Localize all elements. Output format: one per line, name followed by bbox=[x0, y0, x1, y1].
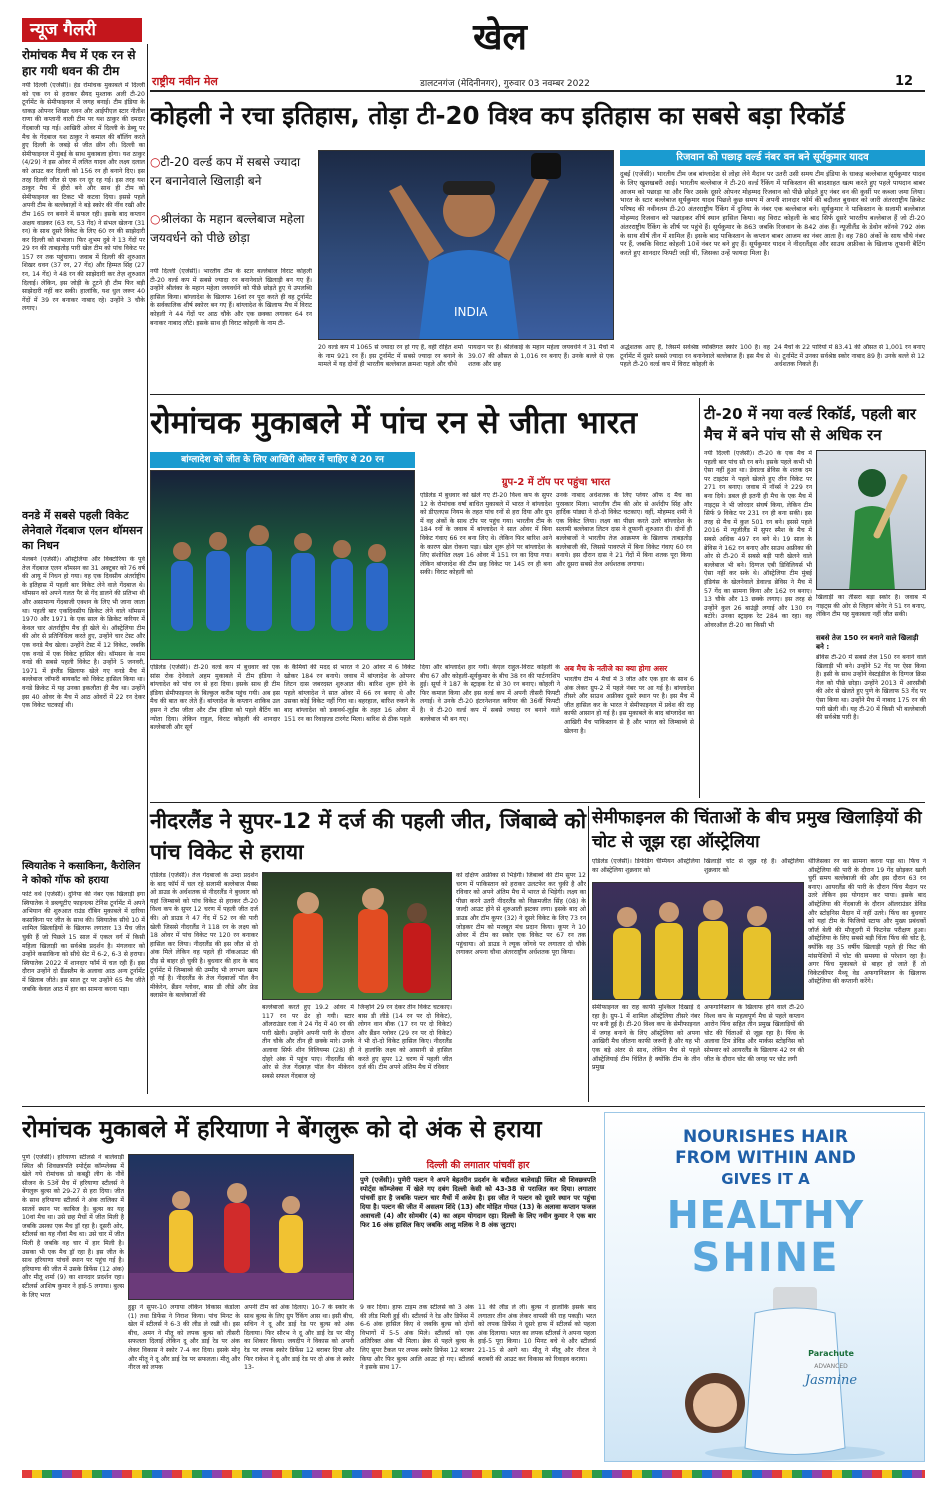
ad-line-1: NOURISHES HAIR bbox=[683, 1127, 848, 1147]
india-text-1: एडिलेड (एजेंसी)। टी-20 वर्ल्ड कप में बुधवार को एक सांस रोक देनेवाले अहम मुकाबले में टीम इंडिया ने बांग्लादेश को पांच रन से हरा दिया। इसके साथ ही टीम इंडिया सेमीफाइनल के बिल्कुल करीब पहुंच गयी। अब इस मैच की बात कर लेते हैं। बांग्लादेश के कप्तान शाकिब उल हसन ने टॉस जीता और टीम इंडिया को पहले बैटिंग का न्योता दिया। लेकिन राहुल, विराट कोहली की शानदार बल्लेबाजी और सूर्य bbox=[150, 664, 280, 732]
netherlands-photo bbox=[262, 872, 452, 1000]
ad-small: ADVANCED bbox=[814, 1363, 848, 1370]
kohli-bullet-1: ○टी-20 वर्ल्ड कप में सबसे ज्यादा रन बनानेवाले खिलाड़ी बने bbox=[150, 155, 301, 188]
australia-divider bbox=[588, 806, 589, 1102]
players-illustration bbox=[263, 873, 452, 1000]
haryana-text-1: पुणे (एजेंसी)। हरियाणा स्टीलर्स ने बालेवाड़ी स्थित श्री शिवछत्रपति स्पोर्ट्स कॉम्प्लेक्स में खेले गये रोमांचक प्रो कबड्डी लीग के नौवें सीजन के 53वें मैच में हरियाणा स्टीलर्स ने बेंगलुरू बुल्स को 29-27 से हरा दिया। जीत के साथ हरियाणा स्टीलर्स ने अंक तालिका में सातवें स्थान पर काबिज है। बुल्स का यह 10वां मैच था। उसे छह मैचों में जीत मिली है जबकि उसका एक मैच ड्रॉ रहा है। दूसरी ओर, स्टीलर्स का यह नौवां मैच था। उसे चार में जीत मिली है जबकि वह चार में हार मिली है। उसका भी एक मैच ड्रॉ रहा है। इस जीत के साथ हरियाणा पांचवें स्थान पर पहुंच गई है। हरियाणा की जीत में उसके डिफेंस (12 अंक) और मीतू शर्मा (9) का शानदार प्रदर्शन रहा। स्टीलर्स आशिष कुमार ने हाई-5 लगाया। बुल्स के लिए भरत bbox=[22, 1154, 124, 1299]
masthead-rule bbox=[150, 90, 925, 92]
kohli-text-4: अर्द्धशतक आए हैं, जिसमें सर्वश्रेष्ठ व्यक्तिगत स्कोर 100 है। वह टूर्नामेंट में दूसरे सबसे ज्यादा रन बनानेवाले बल्लेबाज हैं। इस मैच से पहले टी-20 वर्ल्ड कप में विराट कोहली के bbox=[620, 344, 770, 369]
delhi-text-1: पुणे (एजेंसी)। पुणेरी पल्टन ने अपने बेहतरीन प्रदर्शन के बदौलत बालेवाड़ी स्थित श्री शिवछत्रपति स्पोर्ट्स कॉम्प्लेक्स में खेले गए दबंग दिल्ली केसी को 43-38 से पराजित कर दिया। लगातार पांचवीं हार है जबकि पल्टन चार मैचों में अजेय है। इस जीत ने पल्टन को दूसरे स्थान पर पहुंचा दिया है। पल्टन की जीत में असलम शिंदे (13) और मोहित गोयत (13) के अलावा कप्तान फजल अत्राचली (4) और सोमबीर (4) का अहम योगदान रहा। दिल्ली के लिए नवीन कुमार ने एक बार फिर 16 अंक हासिल किए जबकि आशु मलिक ने 8 अंक जुटाए। bbox=[360, 1176, 596, 1229]
kohli-text-2: 20 वर्ल्ड कप में 1065 से ज्यादा रन हो गए हैं, वहीं रोहित शर्मा के नाम 921 रन हैं। इस टूर्नामेंट में सबसे ज्यादा रन बनाने के मामले में यह दोनों ही भारतीय बल्लेबाज क्रमशः पहले और चौथे bbox=[318, 344, 463, 369]
india-text-3: दिया और बांग्लादेश हार गयी। केएल राहुल-विराट कोहली के बीच 67 और कोहली-सूर्यकुमार के बीच 38 रन की पार्टनरशिप हुई। सूर्या ने 187 के स्ट्राइक रेट से 30 रन बनाए। कोहली ने फिर कमाल किया और इस वर्ल्ड कप में अपनी तीसरी फिफ्टी लगाई। वे उनके टी-20 इंटरनेशनल करियर की 36वीं फिफ्टी है। वे टी-20 वर्ल्ड कप में सबसे ज्यादा रन बनाने वाले बल्लेबाज भी बन गए। bbox=[420, 664, 560, 723]
australia-text-1: एडिलेड (एजेंसी)। डिफेंडिंग चैम्पियन ऑस्ट्रेलिया का ऑस्ट्रेलिया शुक्रवार को bbox=[592, 858, 700, 874]
netherlands-text-3: जिन्होंने 29 रन देकर तीन विकेट चटकाए। बास डी लीडे (14 रन पर दो विकेट), लोगन वान बीक (17 रन पर दो विकेट) और ब्रैंडन ग्लोवर (29 रन पर दो विकेट) ने भी दो-दो विकेट हासिल किए। नीदरलैंड ने हालांकि लक्ष्य को आसानी से हासिल करते हुए सुपर 12 चरण में पहली जीत दर्ज की। टीम अपने अंतिम मैच में रविवार bbox=[358, 1004, 452, 1072]
australia-headline: सेमीफाइनल की चिंताओं के बीच प्रमुख खिलाड़ियों की चोट से जूझ रहा ऑस्ट्रेलिया bbox=[592, 808, 922, 852]
kohli-text-5: 24 मैचों के 22 पारियों में 83.41 की औसत से 1,001 रन बनाए थे। टूर्नामेंट में उनका सर्वश्रेष्ठ स्कोर नाबाद 89 है। उनके बल्ले से 12 अर्धशतक निकले हैं। bbox=[774, 344, 925, 369]
record-text-3: ब्रेविस टी-20 में सबसे तेज 150 रन बनाने वाले खिलाड़ी भी बने। उन्होंने 52 गेंद पर ऐसा किया है। इसी के साथ उन्होंने वेस्टइंडीज के दिग्गज क्रिस गेल को पीछे छोड़ा। उन्होंने 2013 में आरसीबी की ओर से खेलते हुए पुणे के खिलाफ 53 गेंद पर ऐसा किया था। उन्होंने मैच में नाबाद 175 रन की पारी खेली थी। यह टी-20 में किसी भी बल्लेबाजी की सर्वश्रेष्ठ पारी है। bbox=[816, 654, 926, 722]
australia-text-4: अफगानिस्तान के खिलाफ होने वाले टी-20 विश्व कप के महत्वपूर्ण मैच से पहले कप्तान आरोन फिंच सहित तीन प्रमुख खिलाड़ियों की चोट की चिंताओं से जूझ रहा है। फिंच के अलावा टिम डेविड और मार्कस स्टोइनिस को सोमवार को आयरलैंड के खिलाफ 42 रन की जीत के दौरान चोट की जगह पर चोट लगी bbox=[704, 1004, 804, 1063]
ad-product: Jasmine bbox=[804, 1373, 858, 1388]
footer-color-strip bbox=[22, 1470, 925, 1478]
record-headline: टी-20 में नया वर्ल्ड रिकॉर्ड, पहली बार मैच में बने पांच सौ से अधिक रन bbox=[704, 405, 916, 444]
delhi-text-3: 11 की लीड ले ली। बुल्स ने हालांकि इसके बाद लगातार तीन अंक लेकर वापसी की राह पकड़ी। भरत को लपक डिफेंस ने दूसरे हाफ में स्टीलर्स को पहला अंक दिलाया। भरत का लपक स्टीलर्स ने अपना पहला हाई-5 पूरा किया। 10 मिनट बचे थे और स्टीलर्स 21-15 से आगे था। मीतू ने मीतू और नीरज ने बराबरी की आउट कर विकास को रिवाइव कराया। bbox=[478, 1304, 596, 1363]
kohli-photo bbox=[318, 150, 614, 340]
batsman-illustration bbox=[817, 451, 926, 590]
kohli-text-1: नयी दिल्ली (एजेंसी)। भारतीय टीम के स्टार बल्लेबाज विराट कोहली टी-20 वर्ल्ड कप में सबसे ज्यादा रन बनानेवाले खिलाड़ी बन गए हैं। उन्होंने श्रीलंका के महान महेला जयवर्धने को पीछे छोड़ते हुए ये उपलब्धि हासिल किया। बांग्लादेश के खिलाफ 16वां रन पूरा करते ही वह टूर्नामेंट के सर्वकालिक शीर्ष स्कोरर बन गए हैं। बांग्लादेश के खिलाफ मैच में विराट कोहली ने 44 गेंदों पर आठ चौके और एक छक्का लगाकर 64 रन बनाकर नाबाद लौटे। इसके साथ ही विराट कोहली के नाम टी- bbox=[150, 268, 312, 327]
india-headline: रोमांचक मुकाबले में पांच रन से जीता भारत bbox=[150, 405, 638, 441]
surya-subhead: रिजवान को पछाड़ वर्ल्ड नंबर वन बने सूर्यकुमार यादव bbox=[620, 150, 925, 166]
india-group-text-2: उनके नाबाद अर्धशतक के लिए प्लेयर ऑफ द मैच का पुरस्कार मिला। भारतीय टीम की ओर से अर्शदीप सिंह और हार्दिक पांड्या ने दो-दो विकेट चटकाए। वहीं, मोहम्मद शमी ने एक विकेट लिया। लक्ष्य का पीछा करते उतरे बांग्लादेश के सलामी बल्लेबाज लिटन दास ने तूफानी शुरुआत दी। दोनों ही बल्लेबाजों ने भारतीय तेज आक्रमण के खिलाफ ताबड़तोड़ बल्लेबाजी की, जिससे पावरप्ले में बिना विकेट गंवाए 60 रन बनाये। इस दौरान दास ने 21 गेंदों में बिना शतक पूरा किया और दूसरा सबसे तेज अर्धशतक लगाया। bbox=[556, 492, 692, 568]
ad-brand: Parachute bbox=[808, 1349, 854, 1358]
india-side-subhead: अब मैच के नतीजे का क्या होगा असर bbox=[564, 664, 668, 673]
page-number: 12 bbox=[895, 74, 914, 89]
section-rule-1 bbox=[150, 394, 925, 395]
india-text-4: भारतीय टीम 4 मैचों में 3 जीत और एक हार के साथ 6 अंक लेकर ग्रुप-2 में पहले नंबर पर आ गई है। बांग्लादेश तीसरे और साउथ अफ्रीका दूसरे स्थान पर है। इस मैच में जीत हासिल कर के भारत ने सेमीफाइनल में प्रवेश की राह काफी आसान हो गई है। इस मुकाबले के बाद बांग्लादेश का आखिरी मैच पाकिस्तान से है और भारत को जिम्बाब्वे से खेलना है। bbox=[564, 676, 694, 735]
kabaddi-photo bbox=[128, 1154, 354, 1300]
svg-text:INDIA: INDIA bbox=[454, 305, 488, 319]
delhi-subhead-rule bbox=[360, 1172, 596, 1173]
kabaddi-illustration bbox=[129, 1155, 354, 1300]
india-text-2: के कैमियो की मदद से भारत ने 20 ओवर में 6 विकेट खोकर 184 रन बनाये। जवाब में बांग्लादेश के ओपनर लिटन दास जबरदस्त शुरुआत की। बारिश शुरू होने के पहले बांग्लादेश ने सात ओवर में 66 रन बनाए थे और उसका कोई विकेट नहीं गिरा था। बहरहाल, बारिश रुकने के बाद बांग्लादेश को डकवर्थ-लुईस के तहत 16 ओवर में 151 रन का रिवाइज्ड टारगेट मिला। बारिश से ठीक पहले bbox=[284, 664, 415, 723]
brand-name: राष्ट्रीय नवीन मेल bbox=[152, 75, 218, 88]
australia-text-3: सेमीफाइनल का राह काफी मुश्किल दिखाई दे रहा है। ग्रुप-1 में शामिल ऑस्ट्रेलिया तीसरे नंबर पर बनी हुई है। टी-20 विश्व कप के सेमीफाइनल में जगह बनाने के लिए ऑस्ट्रेलिया को अपना आखिरी मैच जीतना काफी जरूरी है और यह भी एक बड़े अंतर से साथ, लेकिन मैच से पहले ऑस्ट्रेलियाई टीम चिंतित है क्योंकि टीम के तीन प्रमुख bbox=[592, 1004, 700, 1072]
kohli-text-3: पायदान पर हैं। श्रीलंकाई के महान महेला जयवर्धने ने 31 मैचों में 39.07 की औसत से 1,016 रन बनाए हैं। उनके बल्ले से एक शतक और छह bbox=[468, 344, 614, 369]
india-group-text-1: एडिलेड में बुधवार को खेले गए टी-20 विश्व कप के सुपर 12 के रोमांचक वर्षा बाधित मुकाबले में भारत ने बांग्लादेश को डीएलएस नियम के तहत पांच रनों से हरा दिया और ग्रुप में वह अंकों के साथ टॉप पर पहुंच गया। भारतीय टीम के 184 रनों के जवाब में बांग्लादेश ने सात ओवर में बिना विकेट गंवाए 66 रन बना लिए थे। लेकिन फिर बारिश आने के कारण खेल रोकना पड़ा। खेल शुरू होने पर बांग्लादेश के लिए संशोधित लक्ष्य 16 ओवर में 151 रन का दिया गया। लेकिन बांग्लादेश की टीम छह विकेट पर 145 रन ही बना सकी। विराट कोहली को bbox=[420, 492, 552, 577]
ad-line-3: GIVES IT A bbox=[721, 1170, 810, 1188]
ad-big-1: HEALTHY bbox=[666, 1193, 865, 1237]
gallery-text-2: मेलबर्न (एजेंसी)। ऑस्ट्रेलिया और विक्टोरिया के पूर्व तेज गेंदबाज एलन थॉमसन का 31 अक्टूबर को 76 वर्ष की आयु में निधन हो गया। वह एक दिवसीय अंतर्राष्ट्रीय के इतिहास में पहली बार विकेट लेने वाले गेंदबाज थे। थॉमसन को अपने गलत पैर से गेंद डालने की प्रतिभा थी और असामान्य गेंदबाजी एक्शन के लिए भी जाना जाता था। पहली बार एकदिवसीय क्रिकेट लेने वाले थॉमसन 1970 और 1971 के एक साल के क्रिकेट करियर में केवल चार अंतर्राष्ट्रीय मैच ही खेले थे। ऑस्ट्रेलिया टीम की ओर से प्रतिनिधित्व करते हुए, उन्होंने चार टेस्ट और एक वनडे मैच खेला। उन्होंने टेस्ट में 12 विकेट, जबकि एक वनडे में एक विकेट हासिल की। थॉमसन के नाम वनडे की सबसे पहली विकेट है। उन्होंने 5 जनवरी, 1971 में इंग्लैंड खिलाफ खेले गए वनडे मैच में बल्लेबाज जॉफरी बायकॉट को विकेट हासिल किया था। वनडे क्रिकेट में यह उनका इकलौता ही मैच था। उन्होंने इस 40 ओवर के मैच में आठ ओवरों में 22 रन देकर एक विकेट चटकाई थी। bbox=[22, 556, 145, 710]
surya-text: दुबई (एजेंसी)। भारतीय टीम जब बांग्लादेश से लोहा लेने मैदान पर उतरी उसी समय टीम इंडिया के धाकड़ बल्लेबाज सूर्यकुमार यादव के लिए खुशखबरी आई। भारतीय बल्लेबाज ने टी-20 वर्ल्ड रैंकिंग में पाकिस्तान की बादशाहत खत्म करते हुए पहले पायदान बाबर आजम को पछाड़ा था और फिर उसके दूसरे ओपनर मोहम्मद रिजवान को पीछे छोड़ते हुए नंबर वन की कुर्सी पर कब्जा जमा लिया। भारत के स्टार बल्लेबाज सूर्यकुमार यादव पिछले कुछ समय में अपनी शानदार फॉर्म की बदौलत बुधवार को जारी अंतरराष्ट्रीय क्रिकेट परिषद की नवीनतम टी-20 अंतरराष्ट्रीय रैंकिंग में दुनिया के नंबर एक बल्लेबाज बने। सूर्यकुमार ने पाकिस्तान के सलामी बल्लेबाज मोहम्मद रिजवान को पछाड़कर शीर्ष स्थान हासिल किया। वह विराट कोहली के बाद सिर्फ दूसरे भारतीय बल्लेबाज हैं जो टी-20 अंतरराष्ट्रीय रैंकिंग के शीर्ष पर पहुंचे हैं। सूर्यकुमार के 863 जबकि रिजवान के 842 अंक हैं। न्यूजीलैंड के डेवोन कॉनवे 792 अंक के साथ शीर्ष तीन में शामिल हैं। इसके बाद पाकिस्तान के कप्तान बाबर आजम का नंबर आता है। वह 780 अंकों के साथ चौथे नंबर पर हैं, जबकि विराट कोहली 10वें नंबर पर बने हुए हैं। सूर्यकुमार यादव ने नीदरलैंड्स और साउथ अफ्रीका के खिलाफ तूफानी बैटिंग करते हुए शानदार फिफ्टी जड़ी थी, जिसका उन्हें फायदा मिला है। bbox=[620, 170, 925, 258]
kohli-celebration-illustration bbox=[319, 151, 614, 340]
gallery-text-3: फोर्ट वर्थ (एजेंसी)। दुनिया की नंबर एक खिलाड़ी इगा स्वियातेक ने डब्ल्यूटीए फाइनल्स टेनिस टूर्नामेंट में अपने अभियान की शुरुआत राउंड रॉबिन मुकाबले में दारिया कसाकिना पर जीत के साथ की। स्वियातेक सीधे 10 में शामिल खिलाड़ियों के खिलाफ लगातार 13 मैच जीत चुकी हैं जो पिछले 15 साल में एकल वर्ग में किसी महिला खिलाड़ी का सर्वश्रेष्ठ प्रदर्शन है। मंगलवार को उन्होंने कसाकिना को सीधे सेट में 6-2, 6-3 से हराया। स्वियातेक 2022 में शानदार फॉर्म में चल रही हैं। इस दौरान उन्होंने दो ग्रैंडस्लैम के अलावा आठ अन्य टूर्नामेंट में खिताब जीते। इस साल टूर पर उन्होंने 65 मैच जीते जबकि केवल आठ में हार का सामना करना पड़ा। bbox=[22, 891, 145, 993]
kohli-headline: कोहली ने रचा इतिहास, तोड़ा टी-20 विश्व कप इतिहास का सबसे बड़ा रिकॉर्ड bbox=[150, 101, 845, 130]
gallery-headline-1: रोमांचक मैच में एक रन से हार गयी धवन की टीम bbox=[22, 48, 136, 78]
section-rule-2 bbox=[150, 802, 925, 803]
gallery-headline-3: स्वियातेक ने कसाकिना, कैरोलिन ने कोको गॉफ को हराया bbox=[22, 861, 141, 886]
india-team-photo bbox=[150, 470, 415, 660]
delhi-text-2: 9 कर दिया। हाफ टाइम तक स्टीलर्स को 3 अंक की लीड मिली हुई थी। स्टीलर्स ने रेड और डिफेंस में 6-6 अंक हासिल किए थे जबकि बुल्स को दोनों विभागों में 5-5 अंक मिले। स्टीलर्स को एक अतिरिक्त अंक भी मिला। ब्रेक से पहले बुल्स के लिए सुपर टैकल पर लपक स्कोर डिफेंस 12 बराबर किया और फिर बुल्स आलि आउट हो गए। स्टीलर्स ने इसके साथ 17- bbox=[360, 1304, 474, 1372]
record-text-2: खिलाड़ी का तीसरा बड़ा स्कोर है। जवाब में नाइट्स की ओर से जिहान बोनेर ने 51 रन बनाए, लेकिन टीम यह मुकाबला नहीं जीत सकी। bbox=[816, 594, 926, 619]
haryana-text-3: अपनी टीम को अंक दिलाए। 10-7 के स्कोर के साथ बुल्स के लिए ग्रुप रैंकिंग आस था। इसी बीच, सचिन ने दू और डाई रेड पर बुल्स को अंक दिलाया। फिर सौरभ ने दू और डाई रेड पर मीतू का शिकार किया। जयदीप ने विकास को अपनी रेड पर लपक स्कोर डिफेंस 12 बराबर दिया और फिर राकेश ने दू और डाई रेड पर दो अंक ले स्कोर 13- bbox=[244, 1304, 354, 1372]
bullet-circle-icon: ○ bbox=[150, 155, 161, 169]
gallery-divider bbox=[147, 44, 148, 1094]
gallery-text-1: नयी दिल्ली (एजेंसी)। हेड रोमांचक मुकाबले में दिल्ली को एक रन से हराकर सैयद मुश्ताक अली टी-20 टूर्नामेंट के सेमीफाइनल में जगह बनाई। टीम इंडिया के धाकड़ ओपनर शिखर धवन और आईपीएल स्टार नीतीश राणा की कप्तानी वाली टीम पर यश ठाकुर की दमदार गेंदबाजी पड़ गई। आखिरी ओवर में दिल्ली के डेब्यू पर मैच के गेंदबाज यश ठाकुर ने कमाल की बॉलिंग करते हुए दिल्ली के जबड़े से जीत छीन ली। दिल्ली का सेमीफाइनल में मुंबई के साथ मुकाबला होगा। यश ठाकुर (4/29) ने इस ओवर में ललित यादव और लक्ष्य दलाल को आउट कर दिल्ली को 156 रन ही बनाने दिए। इस तरह दिल्ली जीत से एक रन दूर रह गई। इस तरह यश ठाकुर मैच में हीरो बने और साथ ही टीम को सेमीफाइनल का टिकट भी कटवा दिया। इससे पहले अपनी टीम के बल्लेबाज़ों ने बड़े स्कोर की नींव रखी और टीम 165 रन बनाने में सफल रही। इसके बाद कप्तान अक्षय वाडकर (63 रन, 53 गेंद) ने संभल खेलना (31 रन) के साथ दूसरे विकेट के लिए 60 रन की साझेदारी कर दिल्ली को संभाला। फिर शुभम दुबे ने 13 गेंदों पर 29 रन की ताबड़तोड़ पारी खेल टीम को पांच विकेट पर 157 रन तक पहुंचाया। जवाब में दिल्ली की शुरुआत शिखर धवन (37 रन, 27 गेंद) और हिम्मत सिंह (27 रन, 14 गेंद) ने 48 रन की साझेदारी कर तेज़ शुरुआत दिलाई। लेकिन, इस जोड़ी के टूटने ही टीम फिर बड़ी साझेदारी नहीं कर सकी। हालांकि, यश धुल जरूर 40 गेंदों में 39 रन बनाकर नाबाद रहे। उन्होंने 3 चौके लगाए। bbox=[22, 82, 145, 313]
record-subhead: सबसे तेज 150 रन बनाने वाले खिलाड़ी बने : bbox=[816, 634, 919, 651]
ad-big-2: SHINE bbox=[691, 1235, 840, 1281]
australia-text-2: खिलाड़ी चोट से जूझ रहे हैं। ऑस्ट्रेलिया शुक्रवार को bbox=[704, 858, 804, 874]
group-subhead: ग्रुप-2 में टॉप पर पहुंचा भारत bbox=[501, 477, 611, 488]
brevis-photo bbox=[816, 450, 926, 590]
australia-players-illustration bbox=[593, 883, 804, 1000]
netherlands-headline: नीदरलैंड ने सुपर-12 में दर्ज की पहली जीत, जिंबाब्वे को पांच विकेट से हराया bbox=[150, 809, 587, 864]
section-rule-3 bbox=[22, 1106, 925, 1107]
record-divider bbox=[699, 398, 700, 798]
india-subhead: बांग्लादेश को जीत के लिए आखिरी ओवर में चाहिए थे 20 रन bbox=[150, 452, 415, 468]
bullet-circle-icon: ○ bbox=[150, 212, 161, 226]
dateline: डालटनगंज (मेदिनीनगर), गुरुवार 03 नवम्बर 2022 bbox=[420, 79, 590, 89]
record-text-1: नयी दिल्ली (एजेंसी)। टी-20 के एक मैच में पहली बार पांच सौ रन बने। इसके पहले कभी भी ऐसा नहीं हुआ था। डेवाल्ड ब्रेविस के शतक दम पर टाइटंस ने पहले खेलते हुए तीन विकेट पर 271 रन बनाए। जवाब में नॉर्थ्स ने 229 रन बना दिये। डबल ही इतनी ही मैच के एक मैच में नाइट्स ने भी जोरदार संघर्ष किया, लेकिन टीम सिर्फ 9 विकेट पर 231 रन ही बना सकी। इस तरह से मैच में कुल 501 रन बने। इससे पहले 2016 में न्यूजीलैंड में सुपर स्मैश के मैच में सबसे अधिक 497 रन बने थे। 19 साल के ब्रेविस ने 162 रन बनाए और साउथ अफ्रीका की ओर से टी-20 में सबसे बड़ी पारी खेलने वाले बल्लेबाज भी बने। दिग्गज एबी डिविलियर्स भी ऐसा नहीं कर सके थे। ऑस्ट्रेलिया टीम मुंबई इंडियंस के खेलनेवाले डेवाल्ड ब्रेविस ने मैच में 57 गेंद का सामना किया और 162 रन बनाए। 13 चौके और 13 छक्के लगाए। इस तरह से उन्होंने कुल 26 बाउंड्री लगाई और 130 रन बटोरे। उनका स्ट्राइक रेट 284 का रहा। वह ओवरऑल टी-20 का किसी भी bbox=[704, 450, 812, 629]
team-celebration-illustration bbox=[151, 471, 415, 660]
netherlands-text-1: एडिलेड (एजेंसी)। तेज गेंदबाजों के उम्दा प्रदर्शन के बाद फॉर्म में चल रहे सलामी बल्लेबाज मैक्स ओ डाउड के अर्धशतक से नीदरलैंड ने बुधवार को यहां जिम्बाब्वे को पांच विकेट से हराकर टी-20 विश्व कप के सुपर 12 चरण में पहली जीत दर्ज की। ओ डाउड ने 47 गेंद में 52 रन की पारी खेली जिससे नीदरलैंड ने 118 रन के लक्ष्य को 18 ओवर में पांच विकेट पर 120 रन बनाकर हासिल कर लिया। नीदरलैंड की इस जीत से दो अंक मिले लेकिन वह पहले ही नॉकआउट की दौड़ से बाहर हो चुकी है। बुधवार की हार के बाद टूर्नामेंट में जिम्बाब्वे की उम्मीद भी लगभग खत्म हो गई है। नीदरलैंड के तेज गेंदबाजों पॉल वैन मीकेरेन, ब्रैंडन ग्लोवर, बास डी लीडे और फ्रेड क्लासेन के बल्लेबाजों की bbox=[150, 872, 258, 1000]
australia-text-5: थीजिसका रन का सामना करना पड़ा था। फिंच ने ऑस्ट्रेलिया की पारी के दौरान 19 गेंद छोड़कर खली चुर्री समय बल्लेबाजी की और इस दौरान 63 रन बनाए। आयरलैंड की पारी के दौरान फिंच मैदान पर उतरे लेकिन इस योगदान कर पाया। इसके बाद ऑस्ट्रेलिया की गेंदबाजी के दौरान ऑलराउंडर डेविड और स्टोइनिस मैदान में नहीं उतरे। फिंच का बुधवार को यहां टीम के फिजियो स्टाफ और मुख्य प्रबंधकों जॉर्ज बेली की मौजूदगी में फिटनेस परीक्षण हुआ। ऑस्ट्रेलिया के लिए सबसे बड़ी चिंता फिंच की चोट है, क्योंकि वह 35 वर्षीय खिलाड़ी पहले ही फिट की मांसपेशियों में चोट की समस्या से परेशान रहा है। अगर फिंच मुकाबले से बाहर हो जाते हैं तो विकेटकीपर मैथ्यू वेड अफगानिस्तान के खिलाफ ऑस्ट्रेलिया की कप्तानी करेंगे। bbox=[808, 858, 926, 986]
hair-oil-advertisement[interactable] bbox=[604, 1112, 925, 1462]
kohli-bullet-2: ○श्रीलंका के महान बल्लेबाज महेला जयवर्धने को पीछे छोड़ा bbox=[150, 212, 305, 245]
section-title: खेल bbox=[473, 17, 527, 58]
haryana-headline: रोमांचक मुकाबले में हरियाणा ने बेंगलुरू को दो अंक से हराया bbox=[22, 1115, 542, 1143]
haryana-text-2: हुड्डा ने सुपर-10 लगाया लेकिन विकास कंडोला (1) तथा डिफेंस ने निराश किया। पांच मिनट के खेल में स्टीलर्स ने 6-3 की लीड ले रखी थी। इस बीच, अमन ने मीतू को लपक बुल्स को तीसरी सफलता दिलाई लेकिन दू और डाई रेड पर अंक लेकर विकास ने स्कोर 7-4 कर दिया। इसके मोनू और मीतू ने दू और डाई रेड पर सफलता। मीतू और नीरज को लपक bbox=[128, 1304, 240, 1372]
gallery-headline-2: वनडे में सबसे पहली विकेट लेनेवाले गेंदबाज एलन थॉमसन का निधन bbox=[22, 509, 143, 552]
delhi-subhead: दिल्ली की लगातार पांचवीं हार bbox=[426, 1160, 530, 1171]
news-gallery-banner: न्यूज गैलरी bbox=[22, 18, 142, 42]
ad-line-2: FROM WITHIN AND bbox=[675, 1148, 856, 1168]
netherlands-text-2: बल्लेबाजों करते हुए 19.2 ओवर में 117 रन पर ढेर हो गयी। स्टार ऑलराउंडर रजा ने 24 गेंद में 40 रन की पारी खेली। उन्होंने अपनी पारी के दौरान तीन चौके और तीन ही छक्के मारे। उनके अलावा सिर्फ शीन विलियम्स (28) ही दोहरे अंक में पहुंच पाए। नीदरलैंड की ओर से तेज गेंदबाज़ पॉल वैन मीकेरन सबसे सफल गेंदबाज रहे bbox=[262, 1004, 354, 1080]
netherlands-text-4: को दक्षिण अफ्रीका से भिड़ेगी। जिंबाब्वे की टीम सुपर 12 चरण में पाकिस्तान को हराकर उलटफेर कर चुकी है और रविवार को अपने अंतिम मैच में भारत से भिड़ेगी। लक्ष्य का पीछा करने उतरी नीदरलैंड को विक्रमजीत सिंह (08) के जल्दी आउट होने से शुरुआती झटका लगा। इसके बाद ओ डाउड और टॉम कूपर (32) ने दूसरे विकेट के लिए 73 रन जोड़कर टीम को मजबूत मंच प्रदान किया। कूपर ने 10 ओवर में टीम का स्कोर एक विकेट पर 67 रन तक पहुंचाया। ओ डाउड ने ल्यूक जोंगवे पर लगातार दो चौके लगाकर अपना चौथा अंतरराष्ट्रीय अर्धशतक पूरा किया। bbox=[456, 872, 586, 957]
gallery-column bbox=[22, 44, 145, 1094]
australia-photo bbox=[592, 882, 804, 1000]
